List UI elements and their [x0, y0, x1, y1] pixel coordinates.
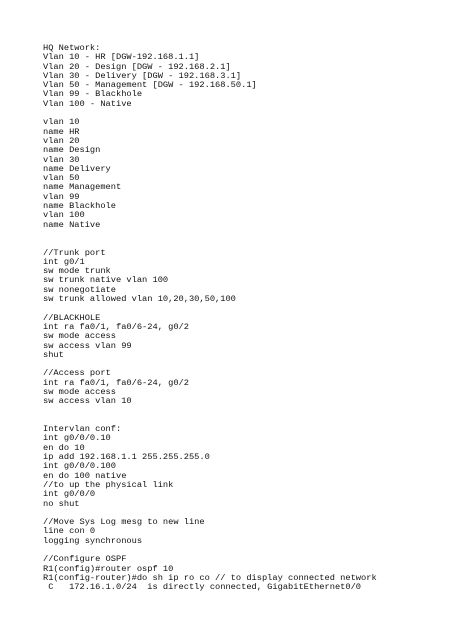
document-line [43, 304, 463, 313]
document-line: name Delivery [43, 163, 111, 174]
document-line: //Trunk port [43, 247, 106, 258]
document-line: shut [43, 349, 64, 360]
document-line [43, 239, 463, 248]
document-line: //to up the physical link [43, 479, 174, 490]
document-line: int g0/1 [43, 256, 85, 267]
document-line: int g0/0/0.10 [43, 433, 111, 444]
document-line: en do 10 [43, 442, 85, 453]
document-line: name HR [43, 126, 80, 137]
document-line: int g0/0/0.100 [43, 461, 116, 472]
document-line: Intervlan conf: [43, 424, 122, 435]
document-line: sw nonegotiate [43, 284, 116, 295]
document-line [43, 109, 463, 118]
document-line: sw trunk allowed vlan 10,20,30,50,100 [43, 294, 236, 305]
document-line: name Native [43, 219, 101, 230]
document-line: en do 100 native [43, 470, 127, 481]
document-line: logging synchronous [43, 535, 143, 546]
document-line: vlan 10 [43, 117, 80, 128]
document-line: int ra fa0/1, fa0/6-24, g0/2 [43, 321, 189, 332]
document-line: name Blackhole [43, 201, 116, 212]
document-line: name Design [43, 145, 101, 156]
document-line: R1(config-router)#do sh ip ro co // to display connected network [43, 572, 377, 583]
document-line: Vlan 50 - Management [DGW - 192.168.50.1] [43, 80, 257, 91]
document-line: //BLACKHOLE [43, 312, 101, 323]
document-line: ip add 192.168.1.1 255.255.255.0 [43, 452, 210, 463]
document-line: C 172.16.1.0/24 is directly connected, GigabitEthernet0/0 [43, 582, 362, 593]
document-line: vlan 20 [43, 135, 80, 146]
document-line: int g0/0/0 [43, 489, 96, 500]
document-line: name Management [43, 182, 122, 193]
document-line: vlan 99 [43, 191, 80, 202]
document-line: int ra fa0/1, fa0/6-24, g0/2 [43, 377, 189, 388]
document-line: R1(config)#router ospf 10 [43, 563, 174, 574]
document-line: //Move Sys Log mesg to new line [43, 517, 205, 528]
document-line: Vlan 30 - Delivery [DGW - 192.168.3.1] [43, 70, 242, 81]
document-line: HQ Network: [43, 43, 101, 53]
document-line: vlan 30 [43, 154, 80, 165]
document-line: sw mode access [43, 331, 116, 342]
document-text-body [43, 44, 463, 593]
document-line: Vlan 10 - HR [DGW-192.168.1.1] [43, 52, 200, 63]
document-line: no shut [43, 498, 80, 509]
document-line: vlan 50 [43, 173, 80, 184]
document-line: //Access port [43, 368, 111, 379]
document-line: Vlan 20 - Design [DGW - 192.168.2.1] [43, 61, 231, 72]
document-line [43, 230, 463, 239]
document-line: Vlan 99 - Blackhole [43, 89, 143, 100]
document-line: //Configure OSPF [43, 554, 127, 565]
document-line: sw mode access [43, 386, 116, 397]
document-line: sw mode trunk [43, 266, 111, 277]
document-line: sw access vlan 99 [43, 340, 132, 351]
document-line: sw trunk native vlan 100 [43, 275, 169, 286]
document-line: vlan 100 [43, 210, 85, 221]
document-line: sw access vlan 10 [43, 396, 132, 407]
document-line: Vlan 100 - Native [43, 98, 132, 109]
document-line [43, 407, 463, 416]
document-line: line con 0 [43, 526, 96, 537]
